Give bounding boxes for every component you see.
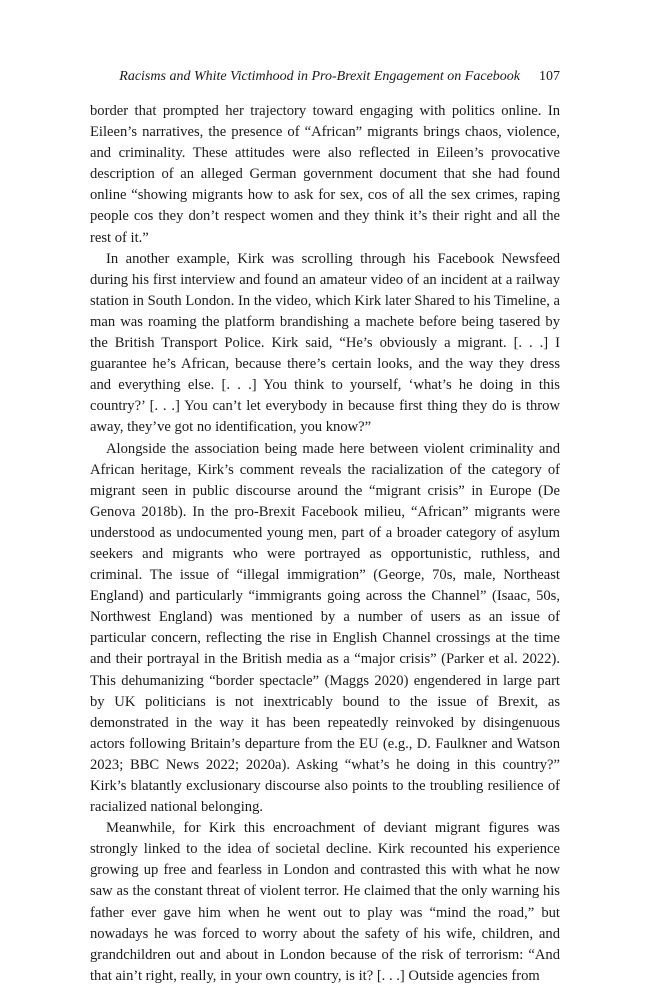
running-head — [90, 69, 560, 89]
body-text — [90, 101, 560, 987]
page-number: 107 — [539, 69, 560, 84]
paragraph-1: border that prompted her trajectory toward engaging with politics online. In Eileen’s narratives, the presence of “African” migrants brings chaos, violence, and criminality. These attitudes were also reflected in Eileen’s provocative description of an alleged German government document that she had found online “showing migrants how to ask for sex, cos of all the sex crimes, raping people cos they don’t respect women and they think it’s their right and all the rest of it.” — [90, 103, 560, 246]
paragraph-2: In another example, Kirk was scrolling through his Facebook Newsfeed during his first interview and found an amateur video of an incident at a railway station in South London. In the video, which Kirk later Shared to his Timeline, a man was roaming the platform brandishing a machete before being tasered by the British Transport Police. Kirk said, “He’s obviously a migrant. [. . .] I guarantee he’s African, because there’s certain looks, and the way they dress and everything else. [. . .] You think to yourself, ‘what’s he doing in this country?’ [. . .] You can’t let everybody in because first thing they do is throw away, they’ve got no identification, you know?” — [90, 250, 560, 436]
paragraph-4: Meanwhile, for Kirk this encroachment of deviant migrant figures was strongly linked to the idea of societal decline. Kirk recounted his experience growing up free and fearless in London and contrasted this with what he now saw as the constant threat of violent terror. He claimed that the only warning his father ever gave him when he went out to play was “mind the road,” but nowadays he was forced to worry about the safety of his wife, children, and grandchildren out and about in London because of the risk of terrorism: “And that ain’t right, really, in your own country, is it? [. . .] Outside agencies from — [90, 820, 560, 984]
running-title: Racisms and White Victimhood in Pro-Brexit Engagement on Facebook — [119, 69, 520, 84]
paragraph-3: Alongside the association being made here between violent criminality and African heritage, Kirk’s comment reveals the racialization of the category of migrant seen in public discourse around the “migrant crisis” in Europe (De Genova 2018b). In the pro-Brexit Facebook milieu, “African” migrants were understood as undocumented young men, part of a broader category of asylum seekers and migrants who were portrayed as opportunistic, ruthless, and criminal. The issue of “illegal immigration” (George, 70s, male, Northeast England) and particularly “immigrants going across the Channel” (Isaac, 50s, Northwest England) was mentioned by a number of users as an issue of particular concern, reflecting the rise in English Channel crossings at the time and their portrayal in the British media as a “major crisis” (Parker et al. 2022). This dehumanizing “border spectacle” (Maggs 2020) engendered in large part by UK politicians is not inextricably bound to the issue of Brexit, as demonstrated in the way it has been repeatedly reinvoked by disingenuous actors following Britain’s departure from the EU (e.g., D. Faulkner and Watson 2023; BBC News 2022; 2020a). Asking “what’s he doing in this country?” Kirk’s blatantly exclusionary discourse also points to the troubling resilience of racialized national belonging. — [90, 440, 560, 816]
